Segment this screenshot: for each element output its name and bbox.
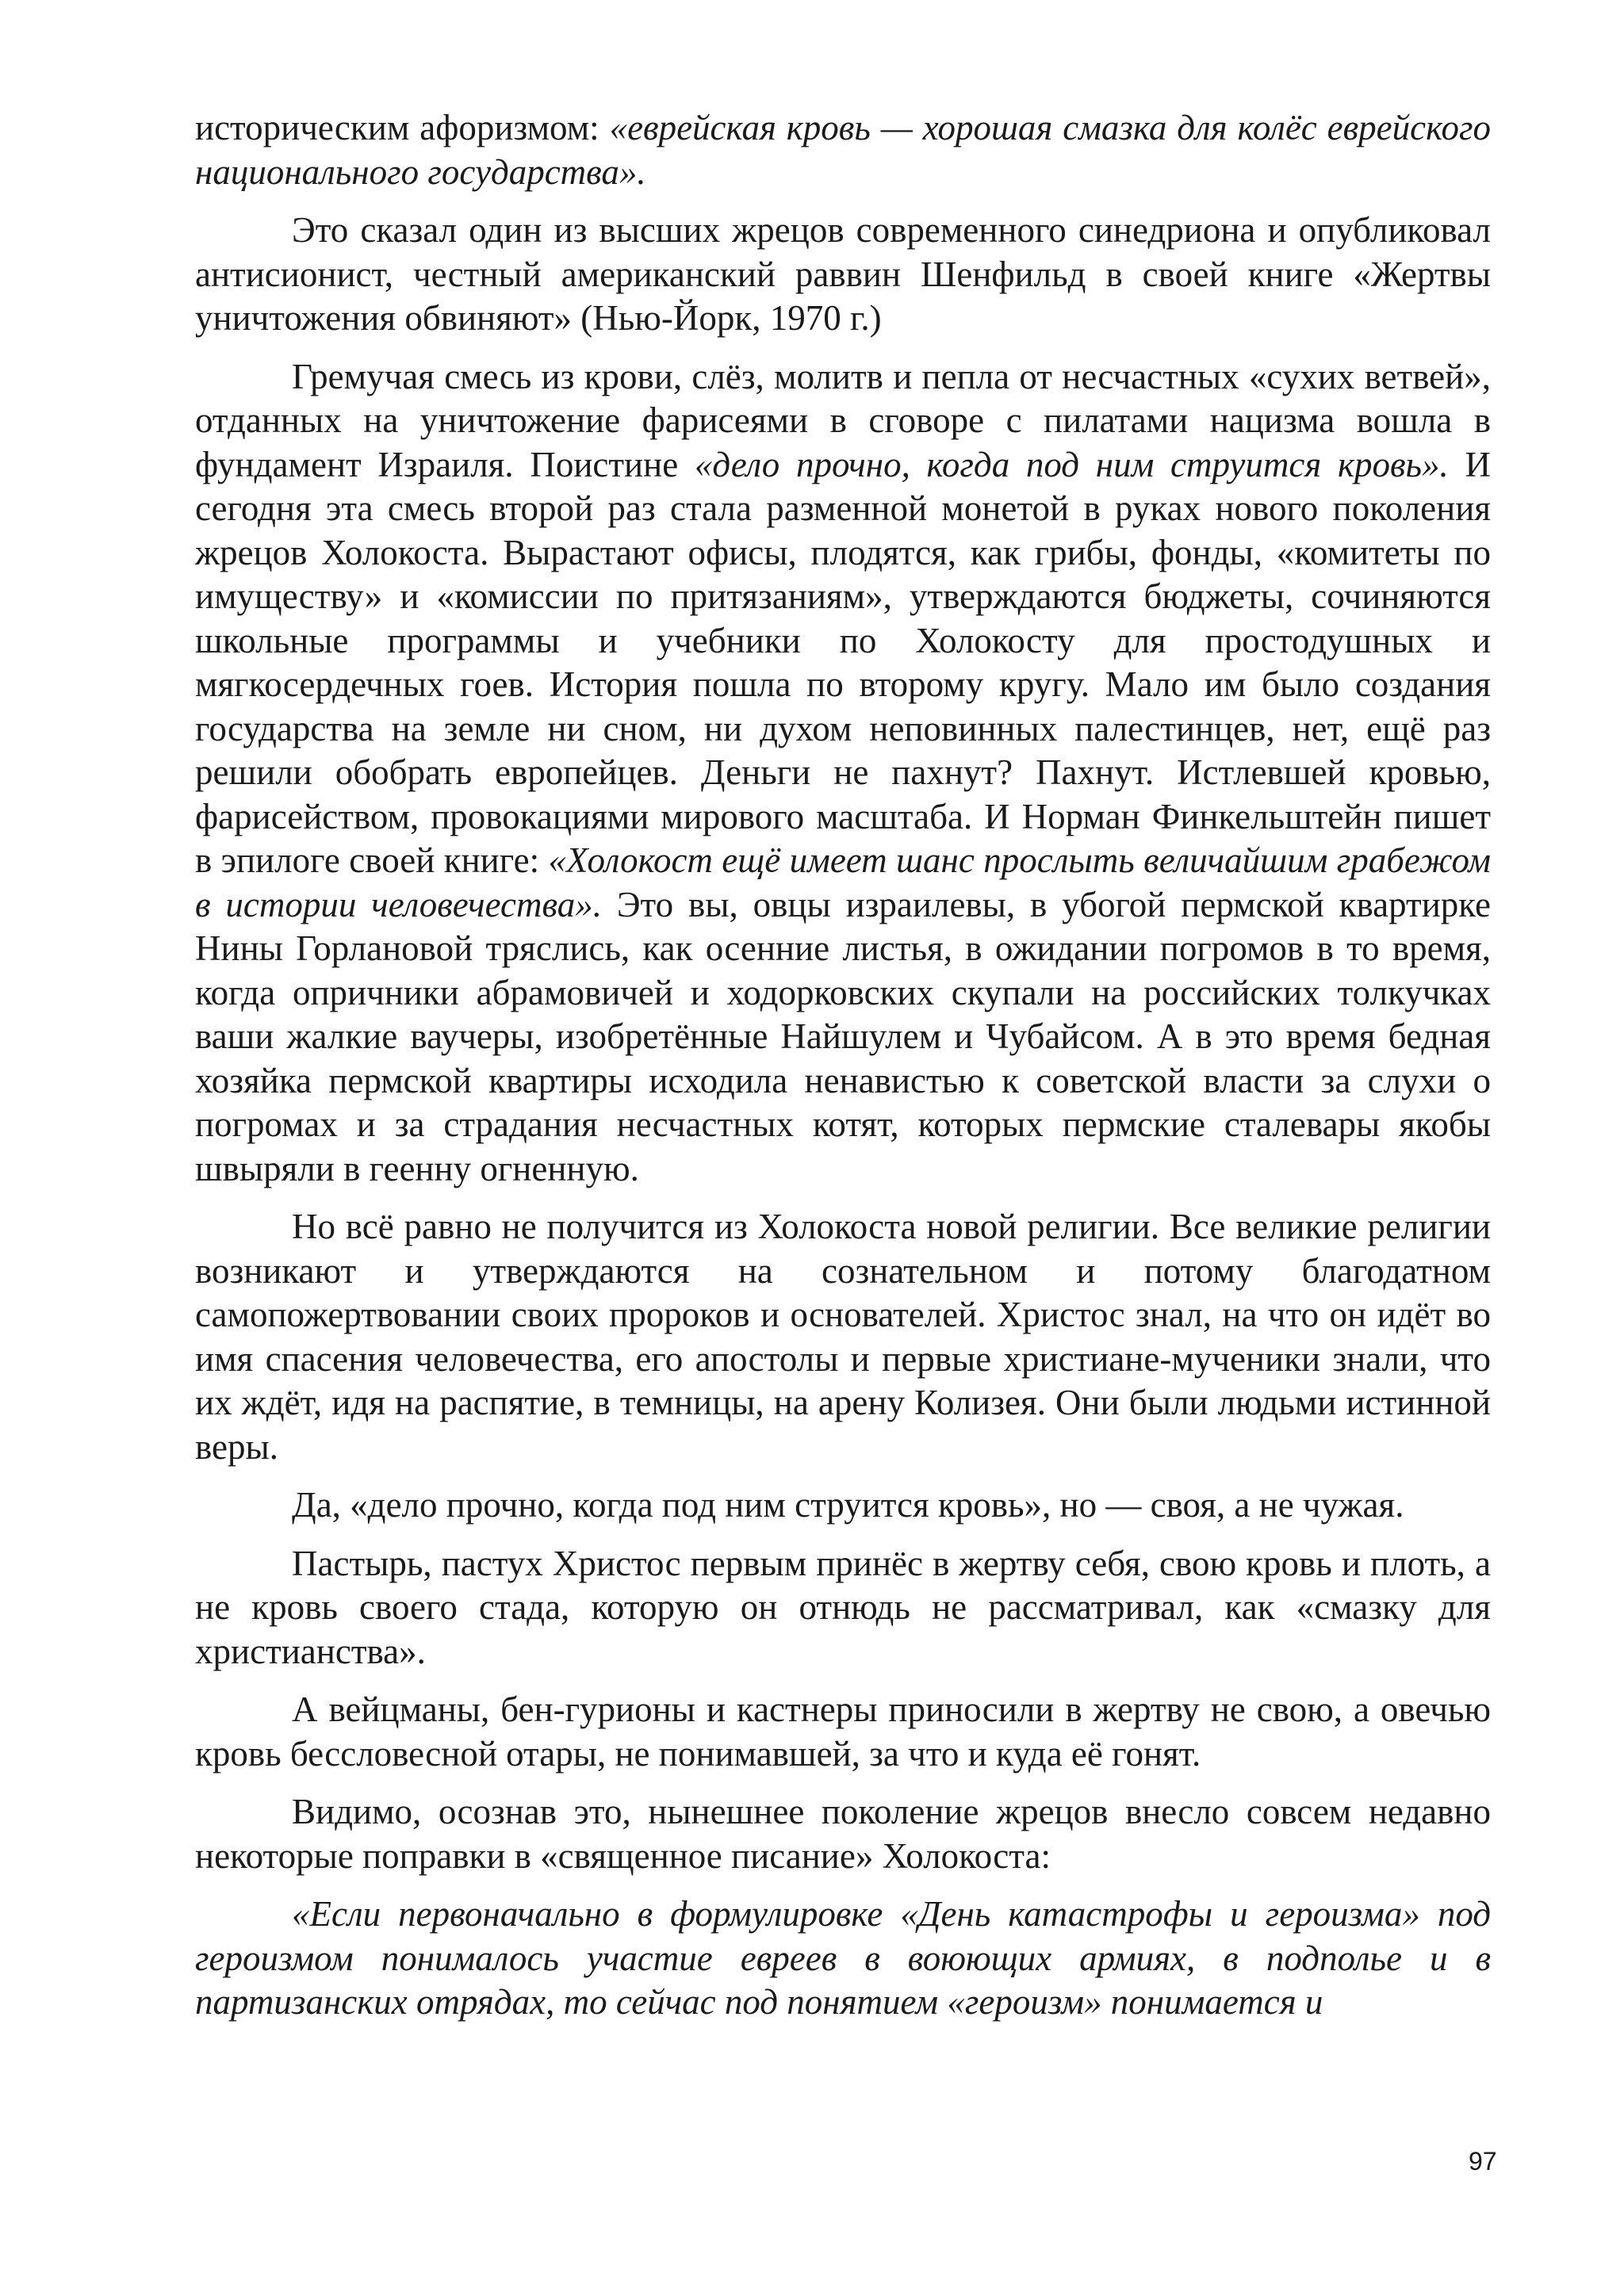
paragraph-6: Пастырь, пастух Христос первым принёс в жертву себя, свою кровь и плоть, а не кровь своего стада, которую он отнюдь не рассматривал, как «смазку для христианства». bbox=[195, 1543, 1491, 1671]
paragraph-3 bbox=[195, 355, 1491, 1192]
paragraph-3-text-a: Гремучая смесь из крови, слёз, молитв и пепла от несчастных «сухих ветвей», отданных на уничтожение фарисеями в сговоре с пилатами нацизма вошла в фундамент Израиля. Поистине bbox=[195, 356, 1491, 484]
paragraph-7: А вейцманы, бен-гурионы и кастнеры приносили в жертву не свою, а овечью кровь бессловесной отары, не понимавшей, за что и куда её гонят. bbox=[195, 1689, 1491, 1774]
paragraph-4: Но всё равно не получится из Холокоста новой религии. Все великие религии возникают и утверждаются на сознательном и потому благодатном самопожертвовании своих пророков и основателей. Христос знал, на что он идёт во имя спасения человечества, его апостолы и первые христиане-мученики знали, что их ждёт, идя на распятие, в темницы, на арену Колизея. Они были людьми истинной веры. bbox=[195, 1207, 1491, 1467]
paragraph-5: Да, «дело прочно, когда под ним струится кровь», но — своя, а не чужая. bbox=[292, 1485, 1404, 1525]
paragraph-1-quote: «еврейская кровь — хорошая смазка для колёс еврейского национального государства». bbox=[195, 108, 1491, 192]
paragraph-3-text-b: И сегодня эта смесь второй раз стала разменной монетой в руках нового поколения жрецов Холокоста. Вырастают офисы, плодятся, как грибы, фонды, «комитеты по имуществу» и «комиссии по притязаниям», утверждаются бюджеты, сочиняются школьные программы и учебники по Холокосту для простодушных и мягкосердечных гоев. История пошла по второму кругу. Мало им было создания государства на земле ни сном, ни духом неповинных палестинцев, нет, ещё раз решили обобрать европейцев. Деньги не пахнут? Пахнут. Истлевшей кровью, фарисейством, провокациями мирового масштаба. И Норман Финкельштейн пишет в эпилоге своей книге: bbox=[195, 444, 1492, 880]
paragraph-2: Это сказал один из высших жрецов современного синедриона и опубликовал антисионист, честный американский раввин Шенфильд в своей книге «Жертвы уничтожения обвиняют» (Нью-Йорк, 1970 г.) bbox=[195, 210, 1491, 338]
paragraph-1-text: историческим афоризмом: bbox=[195, 108, 610, 147]
paragraph-1 bbox=[195, 106, 1491, 194]
page-number: 97 bbox=[1469, 2147, 1497, 2175]
paragraph-3-text-c: Это вы, овцы израилевы, в убогой пермской квартирке Нины Горлановой тряслись, как осенние листья, в ожидании погромов в то время, когда опричники абрамовичей и ходорковских скупали на российских толкучках ваши жалкие ваучеры, изобретённые Найшулем и Чубайсом. А в это время бедная хозяйка пермской квартиры исходила ненавистью к советской власти за слухи о погромах и за страдания несчастных котят, которых пермские сталевары якобы швыряли в геенну огненную. bbox=[195, 884, 1491, 1188]
paragraph-8: Видимо, осознав это, нынешнее поколение жрецов внесло совсем недавно некоторые поправки в «священное писание» Холокоста: bbox=[195, 1792, 1491, 1876]
paragraph-3-quote-a: «дело прочно, когда под ним струится кровь». bbox=[694, 444, 1449, 484]
block-quote: «Если первоначально в формулировке «День катастрофы и героизма» под героизмом понималось участие евреев в воюющих армиях, в подполье и в партизанских отрядах, то сейчас под понятием «героизм» понимается и bbox=[195, 1894, 1491, 2022]
page-body bbox=[195, 106, 1491, 2025]
paragraph-3-quote-b: «Холокост ещё имеет шанс прослыть величайшим грабежом в истории человечества». bbox=[195, 840, 1491, 924]
